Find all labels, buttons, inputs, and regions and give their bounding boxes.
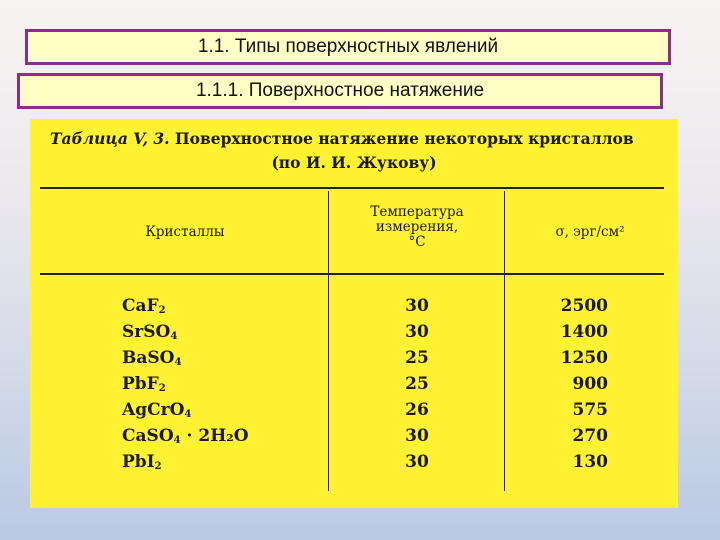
sigma-cell: 900	[572, 374, 608, 394]
table-header-rule	[40, 273, 664, 275]
crystal-cell	[122, 371, 322, 397]
sigma-cell: 1250	[560, 348, 608, 368]
table-caption-source: (по И. И. Жукову)	[271, 153, 437, 172]
temperature-cell: 30	[405, 322, 429, 342]
temperature-cell: 30	[405, 426, 429, 446]
table-caption	[50, 129, 670, 148]
crystal-cell	[122, 397, 322, 423]
table-image	[30, 119, 678, 508]
sigma-column	[506, 293, 608, 475]
temperature-cell: 26	[405, 400, 429, 420]
header-sigma: σ, эрг/см²	[555, 224, 625, 240]
crystal-cell	[122, 423, 322, 449]
crystal-hydrate: · 2H₂O	[180, 426, 249, 446]
header-crystals: Кристаллы	[145, 224, 225, 240]
sigma-cell: 575	[572, 400, 608, 420]
temperature-cell: 30	[405, 452, 429, 472]
crystal-cell	[122, 449, 322, 475]
crystal-formula: BaSO	[122, 348, 175, 368]
table-caption-text: Поверхностное натяжение некоторых кристаллов	[174, 129, 634, 148]
temperature-cell: 25	[405, 348, 429, 368]
table-caption-label: Таблица V, 3.	[50, 129, 170, 148]
header-temperature-line1: Температура	[370, 204, 464, 220]
slide-title: 1.1. Типы поверхностных явлений	[25, 29, 671, 65]
temperature-cell: 30	[405, 296, 429, 316]
slide-subtitle: 1.1.1. Поверхностное натяжение	[17, 73, 663, 109]
crystal-formula: PbF	[122, 374, 159, 394]
table-top-rule	[40, 187, 664, 189]
crystal-formula: CaSO	[122, 426, 174, 446]
temperature-column	[330, 293, 504, 475]
sigma-cell: 1400	[560, 322, 608, 342]
header-temperature-line2: измерения,	[375, 219, 459, 235]
sigma-cell: 270	[572, 426, 608, 446]
crystal-cell	[122, 293, 322, 319]
header-temperature	[330, 205, 504, 250]
crystal-subscript: 4	[174, 357, 182, 368]
crystal-subscript: 2	[154, 461, 162, 472]
sigma-cell: 2500	[560, 296, 608, 316]
crystal-subscript: 2	[158, 383, 166, 394]
sigma-cell: 130	[572, 452, 608, 472]
crystal-cell	[122, 345, 322, 371]
crystal-subscript: 4	[170, 331, 178, 342]
crystal-subscript: 4	[173, 435, 181, 446]
temperature-cell: 25	[405, 374, 429, 394]
crystal-subscript: 2	[158, 305, 166, 316]
crystal-formula: SrSO	[122, 322, 171, 342]
crystal-formula: AgCrO	[122, 400, 185, 420]
crystal-column	[122, 293, 322, 475]
table-divider-2	[504, 191, 505, 491]
table-divider-1	[328, 191, 329, 491]
header-temperature-line3: °C	[408, 234, 426, 250]
crystal-subscript: 4	[184, 409, 192, 420]
crystal-formula: CaF	[122, 296, 159, 316]
crystal-cell	[122, 319, 322, 345]
crystal-formula: PbI	[122, 452, 155, 472]
